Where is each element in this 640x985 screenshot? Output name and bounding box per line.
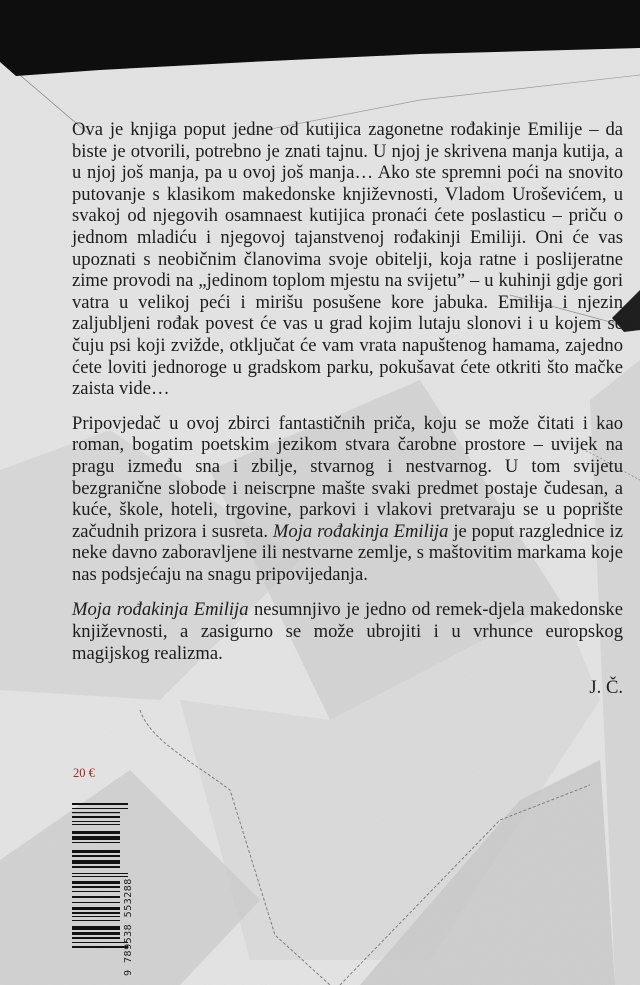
- top-charcoal-band: [0, 0, 640, 80]
- author-initials-signature: J. Č.: [589, 677, 623, 699]
- blurb-paragraph-3: [72, 599, 623, 664]
- isbn-digits: 9 789538 553288: [123, 878, 134, 976]
- book-title-italic: Moja rođakinja Emilija: [72, 599, 249, 621]
- book-title-italic: Moja rođakinja Emilija: [272, 520, 449, 542]
- blurb-text: je poput razglednice iz neke davno zaboravljene ili nestvarne zemlje, s maštovitim markama koje nas podsjećaju na snagu pripovijedanja.: [72, 520, 623, 585]
- back-cover-blurb: [72, 119, 623, 699]
- blurb-paragraph-2: [72, 413, 623, 586]
- blurb-text: Ova je knjiga poput jedne od kutijica zagonetne rođakinje Emilije – da biste je otvorili, potrebno je znati tajnu. U njoj je skrivena manja kutija, a u njoj još manja, pa u ovoj još manja… Ako ste spremni poći na snovito putovanje s klasikom makedonske književnosti, Vladom Uroševićem, u svakoj od njegovih osamnaest kutijica pronaći ćete poslasticu – priču o jednom mladiću i njegovoj tajanstvenoj rođakinji Emiliji. Oni će vas upoznati s neobičnim članovima svoje obitelji, koja ratne i poslijeratne zime provodi na „jedinom toplom mjestu na svijetu” – u kuhinji gdje gori vatra u velikoj peći i mirišu posušene kore jabuka. Emilija i njezin zaljubljeni rođak povest će vas u grad kojim lutaju slonovi i u kojem se čuju psi koji zvižde, otključat će vam vrata napuštenog hamama, zajedno ćete loviti jednoroge u gradskom parku, pokušavat ćete otkriti što mačke zaista vide…: [72, 119, 623, 400]
- isbn-barcode: [72, 803, 130, 965]
- price-label: 20 €: [73, 766, 95, 780]
- blurb-text: nesumnjivo je jedno od remek-djela makedonske književnosti, a zasigurno se može ubrojiti i u vrhunce europskog magijskog realizma.: [72, 599, 623, 664]
- blurb-paragraph-1: [72, 119, 623, 400]
- blurb-text: Pripovjedač u ovoj zbirci fantastičnih priča, koju se može čitati i kao roman, bogatim poetskim jezikom stvara čarobne prostore – uvijek na pragu između sna i zbilje, stvarnog i nestvarnog. U tom svijetu bezgranične slobode i neiscrpne mašte svaki predmet postaje čudesan, a kuće, škole, hoteli, trgovine, parkovi i vlakovi pretvaraju se u poprište začudnih prizora i susreta.: [72, 412, 623, 542]
